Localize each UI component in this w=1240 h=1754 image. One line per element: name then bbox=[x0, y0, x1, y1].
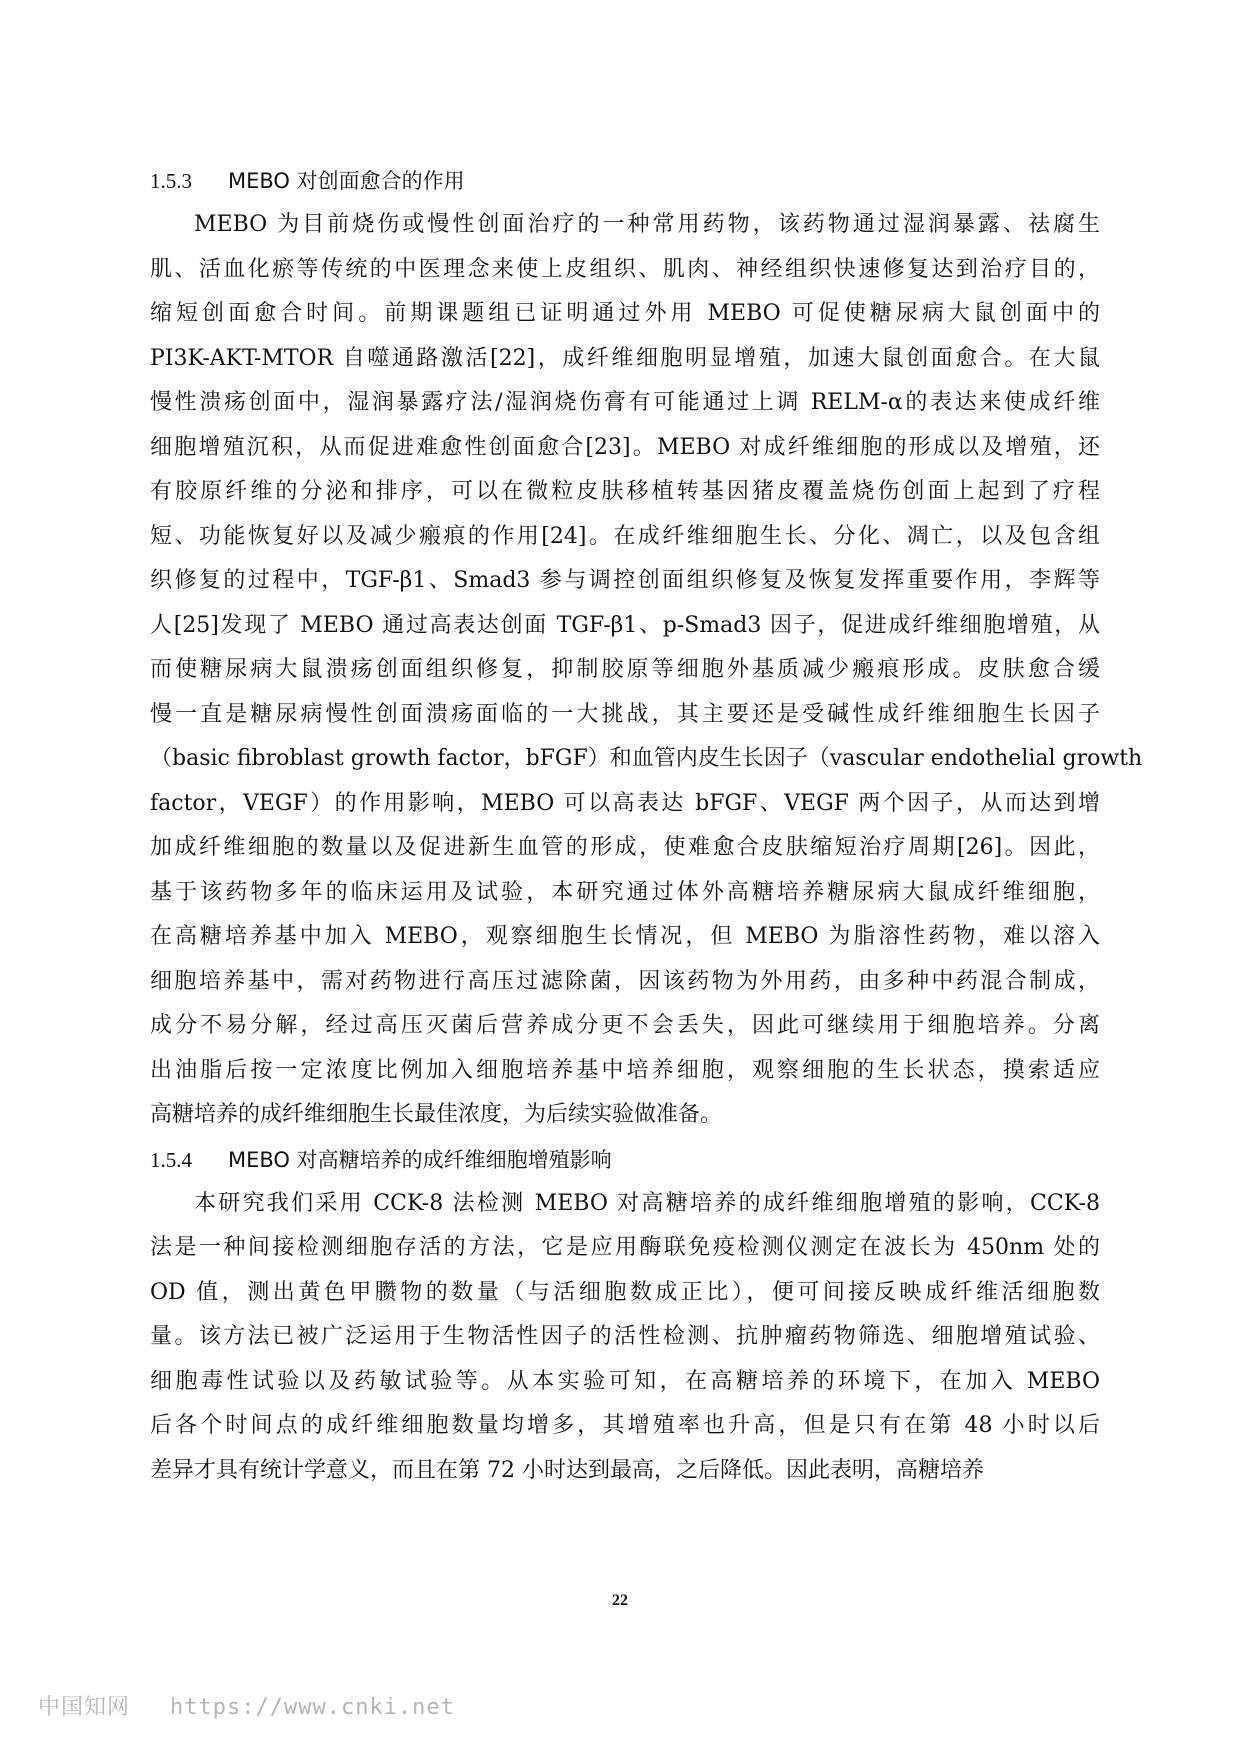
text-line: 缩短创面愈合时间。前期课题组已证明通过外用 MEBO 可促使糖尿病大鼠创面中的 bbox=[150, 301, 1100, 326]
text-line: 成分不易分解，经过高压灭菌后营养成分更不会丢失，因此可继续用于细胞培养。分离 bbox=[150, 1013, 1100, 1038]
paragraph-mebo-wound-healing bbox=[150, 203, 1143, 1138]
text-line: 本研究我们采用 CCK-8 法检测 MEBO 对高糖培养的成纤维细胞增殖的影响，CCK-8 bbox=[194, 1190, 1100, 1216]
section-heading-1-5-3 bbox=[150, 159, 1100, 203]
text-line: 法是一种间接检测细胞存活的方法，它是应用酶联免疫检测仪测定在波长为 450nm 处的 bbox=[150, 1235, 1100, 1260]
text-line: 细胞毒性试验以及药敏试验等。从本实验可知，在高糖培养的环境下，在加入 MEBO bbox=[150, 1368, 1100, 1394]
text-line: 短、功能恢复好以及减少瘢痕的作用[24]。在成纤维细胞生长、分化、凋亡，以及包含组 bbox=[150, 523, 1100, 549]
text-line: 后各个时间点的成纤维细胞数量均增多，其增殖率也升高，但是只有在第 48 小时以后 bbox=[150, 1413, 1100, 1438]
text-line: 慢一直是糖尿病慢性创面溃疡面临的一大挑战，其主要还是受碱性成纤维细胞生长因子 bbox=[150, 701, 1100, 727]
text-line: OD 值，测出黄色甲臜物的数量（与活细胞数成正比），便可间接反映成纤维活细胞数 bbox=[150, 1279, 1100, 1305]
text-line: 人[25]发现了 MEBO 通过高表达创面 TGF-β1、p-Smad3 因子，促进成纤维细胞增殖，从 bbox=[150, 612, 1100, 638]
page-number: 22 bbox=[612, 1592, 628, 1609]
text-line: 出油脂后按一定浓度比例加入细胞培养基中培养细胞，观察细胞的生长状态，摸索适应 bbox=[150, 1057, 1100, 1083]
watermark-brand: 中国知网 bbox=[38, 1695, 131, 1720]
text-line: MEBO 为目前烧伤或慢性创面治疗的一种常用药物，该药物通过湿润暴露、祛腐生 bbox=[194, 212, 1100, 237]
section-number: 1.5.3 bbox=[150, 169, 192, 193]
text-line: factor，VEGF）的作用影响，MEBO 可以高表达 bFGF、VEGF 两个因子，从而达到增 bbox=[150, 790, 1100, 816]
text-line: 在高糖培养基中加入 MEBO，观察细胞生长情况，但 MEBO 为脂溶性药物，难以溶入 bbox=[150, 924, 1100, 949]
text-line: 肌、活血化瘀等传统的中医理念来使上皮组织、肌肉、神经组织快速修复达到治疗目的， bbox=[150, 256, 1100, 282]
text-line: 慢性溃疡创面中，湿润暴露疗法/湿润烧伤膏有可能通过上调 RELM-α的表达来使成纤维 bbox=[150, 390, 1100, 415]
watermark-url: https://www.cnki.net bbox=[170, 1695, 455, 1720]
text-line: 细胞增殖沉积，从而促进难愈性创面愈合[23]。MEBO 对成纤维细胞的形成以及增殖，还 bbox=[150, 434, 1100, 460]
section-number: 1.5.4 bbox=[150, 1147, 192, 1172]
text-line: 差异才具有统计学意义，而且在第 72 小时达到最高，之后降低。因此表明，高糖培养 bbox=[150, 1457, 984, 1483]
paragraph-mebo-proliferation bbox=[150, 1182, 1100, 1494]
section-title: MEBO 对高糖培养的成纤维细胞增殖影响 bbox=[228, 1147, 612, 1172]
text-line: 而使糖尿病大鼠溃疡创面组织修复，抑制胶原等细胞外基质减少瘢痕形成。皮肤愈合缓 bbox=[150, 657, 1100, 682]
section-heading-1-5-4 bbox=[150, 1138, 1100, 1182]
document-page bbox=[150, 150, 1143, 1493]
text-line: 织修复的过程中，TGF-β1、Smad3 参与调控创面组织修复及恢复发挥重要作用，李辉等 bbox=[150, 568, 1100, 593]
text-line: 细胞培养基中，需对药物进行高压过滤除菌，因该药物为外用药，由多种中药混合制成， bbox=[150, 968, 1100, 994]
section-title: MEBO 对创面愈合的作用 bbox=[228, 169, 465, 193]
text-line: 加成纤维细胞的数量以及促进新生血管的形成，使难愈合皮肤缩短治疗周期[26]。因此， bbox=[150, 835, 1100, 860]
text-line: PI3K-AKT-MTOR 自噬通路激活[22]，成纤维细胞明显增殖，加速大鼠创面愈合。在大鼠 bbox=[150, 345, 1100, 371]
cnki-watermark bbox=[38, 1690, 455, 1721]
text-line: 基于该药物多年的临床运用及试验，本研究通过体外高糖培养糖尿病大鼠成纤维细胞， bbox=[150, 879, 1100, 905]
text-line: 有胶原纤维的分泌和排序，可以在微粒皮肤移植转基因猪皮覆盖烧伤创面上起到了疗程 bbox=[150, 479, 1100, 504]
text-line: （basic fibroblast growth factor，bFGF）和血管内皮生长因子（vascular endothelial growth bbox=[150, 746, 1143, 771]
text-line: 高糖培养的成纤维细胞生长最佳浓度，为后续实验做准备。 bbox=[150, 1102, 723, 1127]
text-line: 量。该方法已被广泛运用于生物活性因子的活性检测、抗肿瘤药物筛选、细胞增殖试验、 bbox=[150, 1324, 1100, 1349]
